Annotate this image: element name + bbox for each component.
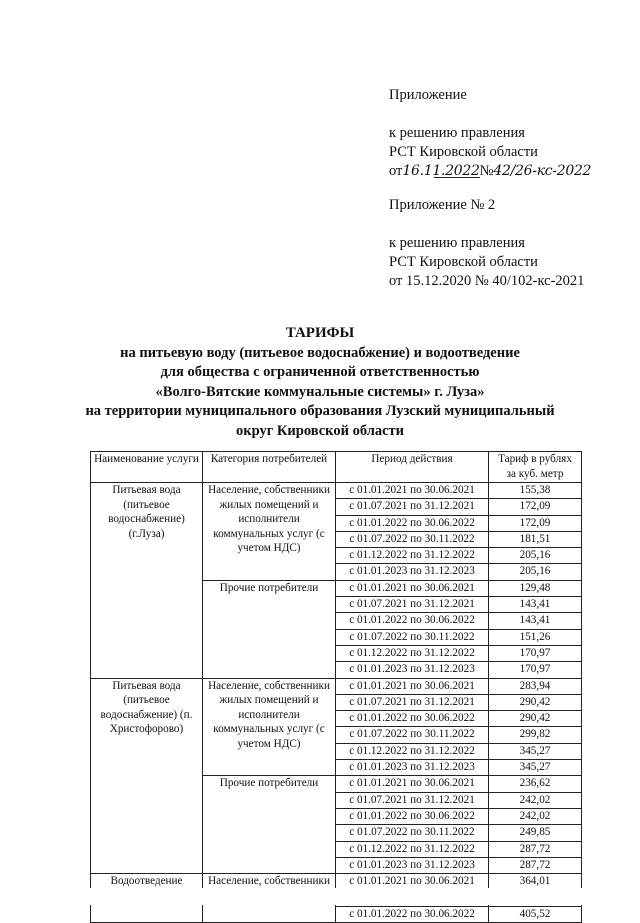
title-line5: округ Кировской области [235, 422, 405, 439]
price-cell: 290,42 [489, 711, 582, 727]
period-cell: с 01.01.2021 по 30.06.2021 [336, 776, 489, 792]
appendix-current-title: Приложение [389, 87, 467, 103]
price-cell: 143,41 [489, 613, 582, 629]
price-cell: 283,94 [489, 678, 582, 694]
period-cell: с 01.12.2022 по 31.12.2022 [336, 548, 489, 564]
period-cell: с 01.01.2021 по 30.06.2021 [336, 580, 489, 596]
header-category: Категория потребителей [203, 452, 336, 483]
header-period: Период действия [336, 452, 489, 483]
period-cell: с 01.01.2021 по 30.06.2021 [336, 483, 489, 499]
price-cell: 205,16 [489, 548, 582, 564]
number-sign: № [479, 163, 494, 179]
service-name-cell: Водоотведение [91, 874, 203, 923]
consumer-category-cell: Население, собственники [203, 874, 336, 923]
period-cell: с 01.01.2022 по 30.06.2022 [336, 808, 489, 824]
consumer-category-cell: Население, собственники жилых помещений и исполнители коммунальных услуг (с учетом НДС) [203, 483, 336, 581]
handwritten-date: 16.11.2022 [402, 163, 480, 179]
price-cell: 172,09 [489, 499, 582, 515]
title-line4: на территории муниципального образования Лузский муниципальный [85, 403, 555, 419]
period-cell: с 01.07.2022 по 30.11.2022 [336, 727, 489, 743]
price-cell: 242,02 [489, 808, 582, 824]
appendix-original-line2: РСТ Кировской области [389, 254, 538, 270]
price-cell: 155,38 [489, 483, 582, 499]
period-cell: с 01.07.2022 по 30.11.2022 [336, 629, 489, 645]
price-cell: 170,97 [489, 662, 582, 678]
document-title [0, 324, 640, 441]
period-cell: с 01.01.2021 по 30.06.2021 [336, 678, 489, 694]
period-cell: с 01.01.2022 по 30.06.2022 [336, 515, 489, 531]
price-cell: 242,02 [489, 792, 582, 808]
price-cell: 287,72 [489, 841, 582, 857]
title-heading: ТАРИФЫ [285, 325, 355, 341]
table-body [91, 483, 582, 923]
period-cell: с 01.01.2023 по 31.12.2023 [336, 564, 489, 580]
appendix-original-line3: от 15.12.2020 № 40/102-кс-2021 [389, 273, 585, 289]
period-cell: с 01.07.2022 по 30.11.2022 [336, 825, 489, 841]
period-cell: с 01.01.2023 по 31.12.2023 [336, 857, 489, 873]
period-cell: с 01.01.2022 по 30.06.2022 [336, 613, 489, 629]
title-line2: для общества с ограниченной ответственностью [160, 364, 480, 380]
service-name-cell: Питьевая вода (питьевое водоснабжение) (п. Христофорово) [91, 678, 203, 874]
appendix-original-block [389, 196, 584, 291]
period-cell: с 01.07.2021 по 31.12.2021 [336, 597, 489, 613]
price-cell: 151,26 [489, 629, 582, 645]
period-cell: с 01.01.2023 по 31.12.2023 [336, 760, 489, 776]
price-cell: 345,27 [489, 760, 582, 776]
period-cell: с 01.07.2022 по 30.11.2022 [336, 531, 489, 547]
period-cell: с 01.01.2023 по 31.12.2023 [336, 662, 489, 678]
price-cell: 172,09 [489, 515, 582, 531]
price-cell: 129,48 [489, 580, 582, 596]
tariffs-table [90, 451, 582, 923]
price-cell: 287,72 [489, 857, 582, 873]
consumer-category-cell: Прочие потребители [203, 580, 336, 678]
period-cell: с 01.07.2021 по 31.12.2021 [336, 792, 489, 808]
price-cell: 205,16 [489, 564, 582, 580]
service-name-cell: Питьевая вода (питьевое водоснабжение) (г.Луза) [91, 483, 203, 679]
price-cell: 170,97 [489, 645, 582, 661]
price-cell: 236,62 [489, 776, 582, 792]
period-cell: с 01.12.2022 по 31.12.2022 [336, 743, 489, 759]
title-line3: «Волго-Вятские коммунальные системы» г. Луза» [155, 383, 485, 400]
price-cell: 143,41 [489, 597, 582, 613]
period-cell: с 01.01.2021 по 30.06.2021 [336, 874, 489, 890]
header-service: Наименование услуги [91, 452, 203, 483]
appendix-current-line1: к решению правления [389, 125, 525, 141]
period-cell: с 01.07.2021 по 31.12.2021 [336, 499, 489, 515]
table-header-row [91, 452, 582, 483]
table-row [91, 483, 582, 499]
price-cell: 405,52 [489, 906, 582, 922]
appendix-original-title: Приложение № 2 [389, 197, 496, 213]
consumer-category-cell: Население, собственники жилых помещений и исполнители коммунальных услуг (с учетом НДС) [203, 678, 336, 776]
period-cell: с 01.12.2022 по 31.12.2022 [336, 841, 489, 857]
price-cell: 299,82 [489, 727, 582, 743]
consumer-category-cell: Прочие потребители [203, 776, 336, 874]
header-price: Тариф в рублях за куб. метр [489, 452, 582, 483]
appendix-current-date-line [389, 162, 591, 181]
period-cell: с 01.07.2021 по 31.12.2021 [336, 694, 489, 710]
price-cell: 345,27 [489, 743, 582, 759]
period-cell: с 01.01.2022 по 30.06.2022 [336, 906, 489, 922]
price-cell: 249,85 [489, 825, 582, 841]
period-cell: с 01.01.2022 по 30.06.2022 [336, 711, 489, 727]
appendix-current-block [389, 86, 591, 181]
appendix-current-line2: РСТ Кировской области [389, 144, 538, 160]
date-prefix: от [389, 163, 403, 179]
price-cell: 364,01 [489, 874, 582, 890]
period-cell: с 01.12.2022 по 31.12.2022 [336, 645, 489, 661]
price-cell: 290,42 [489, 694, 582, 710]
handwritten-number: 42/26-кс-2022 [493, 163, 592, 179]
title-line1: на питьевую воду (питьевое водоснабжение) и водоотведение [120, 344, 520, 361]
appendix-original-line1: к решению правления [389, 235, 525, 251]
page-bottom-cut [0, 888, 640, 905]
price-cell: 181,51 [489, 531, 582, 547]
table-row [91, 678, 582, 694]
